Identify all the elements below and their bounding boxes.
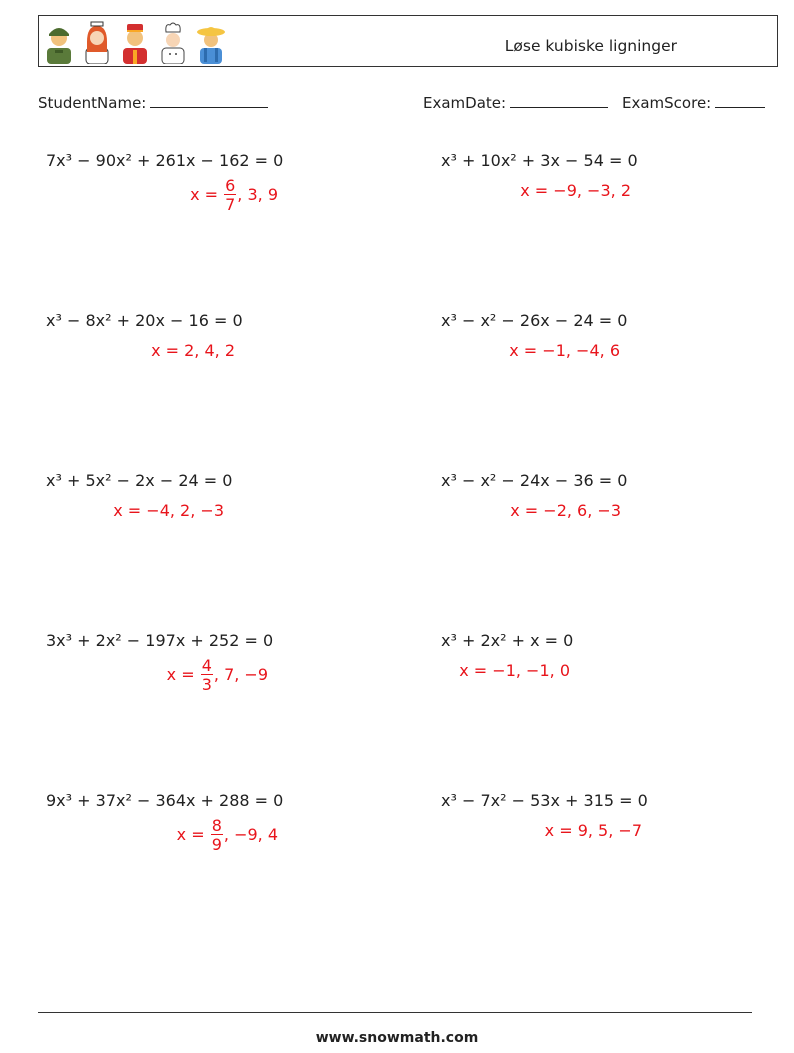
fraction-denominator: 3 — [201, 675, 212, 694]
exam-date-blank[interactable] — [510, 93, 608, 108]
answer-prefix: x = — [166, 665, 200, 684]
chef-avatar-icon — [157, 20, 189, 64]
problem-9-equation: 9x³ + 37x² − 364x + 288 = 0 — [46, 791, 284, 810]
problem-1-equation: 7x³ − 90x² + 261x − 162 = 0 — [46, 151, 284, 170]
exam-date-label: ExamDate: — [423, 94, 507, 112]
answer-prefix: x = — [190, 185, 224, 204]
soldier-avatar-icon — [43, 20, 75, 64]
exam-date-field[interactable] — [423, 93, 608, 112]
problem-7-equation: 3x³ + 2x² − 197x + 252 = 0 — [46, 631, 274, 650]
fraction-denominator: 9 — [211, 835, 222, 854]
problem-5-equation: x³ + 5x² − 2x − 24 = 0 — [46, 471, 233, 490]
problem-4-equation: x³ − x² − 26x − 24 = 0 — [441, 311, 628, 330]
worksheet-header — [38, 15, 778, 67]
problem-5-answer: x = −4, 2, −3 — [113, 501, 224, 520]
problem-3-equation: x³ − 8x² + 20x − 16 = 0 — [46, 311, 243, 330]
problem-6-answer: x = −2, 6, −3 — [510, 501, 621, 520]
answer-rest: , 3, 9 — [237, 185, 278, 204]
farmer-avatar-icon — [195, 20, 227, 64]
exam-score-blank[interactable] — [715, 93, 765, 108]
problem-2-equation: x³ + 10x² + 3x − 54 = 0 — [441, 151, 638, 170]
fraction-denominator: 7 — [225, 195, 236, 214]
answer-fraction — [201, 658, 213, 693]
problem-1-answer — [190, 178, 278, 213]
answer-prefix: x = — [176, 825, 210, 844]
worksheet-title: Løse kubiske ligninger — [504, 37, 677, 55]
fraction-numerator: 4 — [201, 656, 212, 675]
problem-8-equation: x³ + 2x² + x = 0 — [441, 631, 574, 650]
problem-3-answer: x = 2, 4, 2 — [151, 341, 235, 360]
student-name-field[interactable] — [38, 93, 268, 112]
answer-rest: , −9, 4 — [223, 825, 278, 844]
student-name-label: StudentName: — [38, 94, 147, 112]
problem-10-equation: x³ − 7x² − 53x + 315 = 0 — [441, 791, 648, 810]
exam-score-field[interactable] — [622, 93, 765, 112]
problem-10-answer: x = 9, 5, −7 — [544, 821, 642, 840]
student-name-blank[interactable] — [150, 93, 268, 108]
answer-fraction — [224, 178, 236, 213]
footer-url[interactable]: www.snowmath.com — [315, 1030, 479, 1046]
fraction-numerator: 8 — [211, 816, 222, 835]
problem-9-answer — [177, 818, 278, 853]
footer-divider — [38, 1012, 752, 1013]
fraction-numerator: 6 — [225, 176, 236, 195]
exam-score-label: ExamScore: — [622, 94, 712, 112]
problem-2-answer: x = −9, −3, 2 — [520, 181, 631, 200]
problem-8-answer: x = −1, −1, 0 — [459, 661, 570, 680]
avatar-row — [43, 20, 227, 64]
answer-rest: , 7, −9 — [213, 665, 268, 684]
problem-6-equation: x³ − x² − 24x − 36 = 0 — [441, 471, 628, 490]
problem-7-answer — [167, 658, 268, 693]
woman-avatar-icon — [81, 20, 113, 64]
bellhop-avatar-icon — [119, 20, 151, 64]
answer-fraction — [211, 818, 223, 853]
problem-4-answer: x = −1, −4, 6 — [509, 341, 620, 360]
